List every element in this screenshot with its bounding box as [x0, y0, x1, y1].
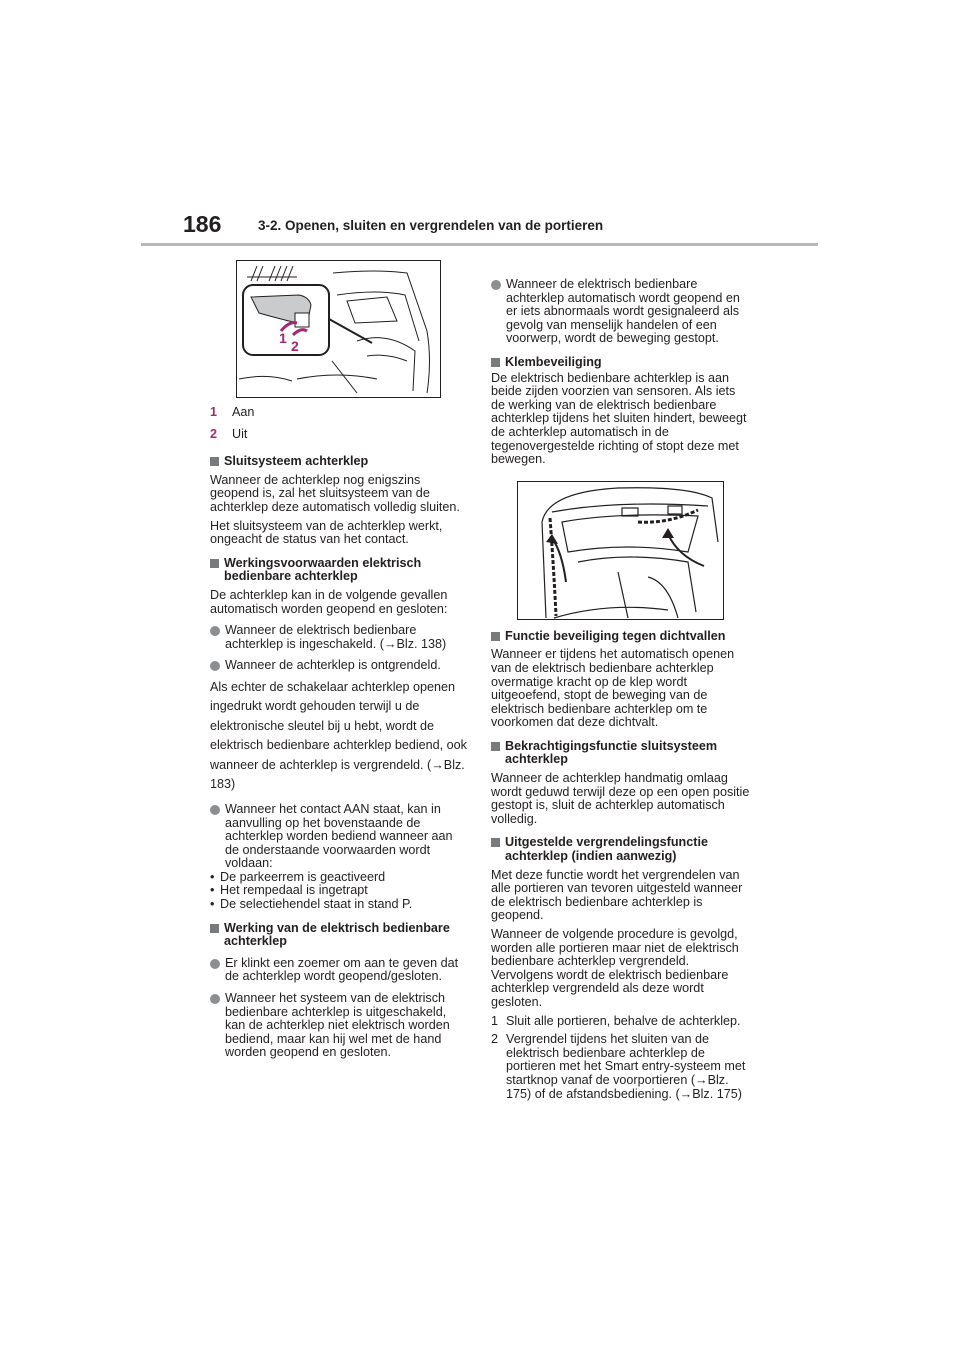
tailgate-sensors-drawing: [518, 482, 723, 619]
sub-bullet-item: • Het rempedaal is ingetrapt: [210, 883, 368, 898]
legend-item-2: [210, 428, 468, 442]
paragraph: Wanneer de achterklep handmatig omlaag wordt geduwd terwijl deze op een open positie gestopt is, sluit de achterklep automatisch volledig.: [491, 771, 750, 826]
page-number: 186: [183, 211, 222, 237]
bullet-item: Er klinkt een zoemer om aan te geven dat de achterklep wordt geopend/gesloten.: [210, 957, 468, 984]
square-bullet-icon: [491, 358, 500, 367]
circle-bullet-icon: [210, 959, 220, 969]
section-heading: Werking van de elektrisch bedienbare achterklep: [210, 922, 468, 949]
step-text: Sluit alle portieren, behalve de achterklep.: [506, 1013, 741, 1028]
legend-item-1: [210, 406, 468, 420]
square-bullet-icon: [210, 559, 219, 568]
step-item-1: [491, 1015, 751, 1029]
step-number: 2: [491, 1032, 499, 1047]
tailgate-switch-illustration: [236, 260, 441, 398]
square-bullet-icon: [210, 924, 219, 933]
paragraph: Als echter de schakelaar achterklep openen ingedrukt wordt gehouden terwijl u de elektronische sleutel bij u hebt, wordt de elektrisch bedienbare achterklep bediend, ook wanneer de achterklep is vergrendeld. (→Blz. 183): [210, 679, 467, 792]
paragraph: Met deze functie wordt het vergrendelen van alle portieren van tevoren uitgesteld wanneer de elektrisch bedienbare achterklep is geopend.: [491, 867, 743, 923]
paragraph: Wanneer de volgende procedure is gevolgd, worden alle portieren maar niet de elektrisch bedienbare achterklep vergrendeld. Vervolgens wordt de elektrisch bedienbare achterklep vergrendeld als deze wordt gesloten.: [491, 927, 739, 1009]
section-heading: Klembeveiliging: [491, 356, 751, 370]
square-bullet-icon: [491, 632, 500, 641]
paragraph: Het sluitsysteem van de achterklep werkt, ongeacht de status van het contact.: [210, 518, 443, 547]
callout-2: 2: [291, 338, 299, 354]
bullet-item: Wanneer de achterklep is ontgrendeld.: [210, 659, 468, 673]
circle-bullet-icon: [210, 994, 220, 1004]
section-heading: Werkingsvoorwaarden elektrisch bedienbare achterklep: [210, 557, 468, 584]
legend-number: 2: [210, 426, 218, 441]
section-heading: Functie beveiliging tegen dichtvallen: [491, 630, 751, 644]
tailgate-sensors-illustration: [517, 481, 724, 620]
paragraph: Wanneer de achterklep nog enigszins geopend is, zal het sluitsysteem van de achterklep deze automatisch volledig sluiten.: [210, 472, 460, 514]
bullet-item: Wanneer het contact AAN staat, kan in aanvulling op het bovenstaande de achterklep worden bediend wanneer aan de onderstaande voorwaarden wordt voldaan:: [210, 803, 468, 871]
left-column: [210, 260, 468, 1060]
sub-bullet-item: • De parkeerrem is geactiveerd: [210, 869, 386, 884]
square-bullet-icon: [491, 742, 500, 751]
bullet-item: Wanneer het systeem van de elektrisch bedienbare achterklep is uitgeschakeld, kan de achterklep niet elektrisch worden bediend, maar kan hij wel met de hand worden geopend en gesloten.: [210, 992, 468, 1060]
step-text: Vergrendel tijdens het sluiten van de elektrisch bedienbare achterklep de portieren met het Smart entry-systeem met startknop vanaf de voorportieren (→Blz. 175) of de afstandsbediening. (→Blz. 175): [506, 1032, 746, 1101]
header-divider: [141, 243, 818, 246]
section-heading: Uitgestelde vergrendelingsfunctie achterklep (indien aanwezig): [491, 836, 751, 863]
right-column: [491, 278, 751, 1101]
circle-bullet-icon: [210, 626, 220, 636]
legend-number: 1: [210, 405, 218, 419]
chapter-title: 3-2. Openen, sluiten en vergrendelen van de portieren: [258, 218, 604, 233]
sub-bullet-item: • De selectiehendel staat in stand P.: [210, 897, 413, 912]
section-heading: Sluitsysteem achterklep: [210, 455, 468, 469]
square-bullet-icon: [491, 838, 500, 847]
circle-bullet-icon: [210, 661, 220, 671]
circle-bullet-icon: [210, 805, 220, 815]
legend-label: Aan: [232, 405, 255, 419]
step-number: 1: [491, 1013, 499, 1028]
paragraph: De achterklep kan in de volgende gevallen automatisch worden geopend en gesloten:: [210, 587, 448, 616]
bullet-item: Wanneer de elektrisch bedienbare achterklep automatisch wordt geopend en er iets abnormaals wordt gesignaleerd als gevolg van menselijk handelen of een voorwerp, wordt de beweging gestopt.: [491, 278, 751, 346]
section-heading: Bekrachtigingsfunctie sluitsysteem achterklep: [491, 740, 751, 767]
step-item-2: [491, 1033, 751, 1101]
bullet-item: Wanneer de elektrisch bedienbare achterklep is ingeschakeld. (→Blz. 138): [210, 624, 468, 651]
tailgate-switch-drawing: [237, 261, 440, 397]
circle-bullet-icon: [491, 280, 501, 290]
legend-label: Uit: [232, 426, 248, 441]
paragraph: De elektrisch bedienbare achterklep is aan beide zijden voorzien van sensoren. Als iets de werking van de elektrisch bedienbare achterklep tijdens het sluiten hindert, beweegt de achterklep automatisch in de tegenovergestelde richting of stopt deze met bewegen.: [491, 370, 747, 467]
callout-1: 1: [279, 330, 287, 346]
square-bullet-icon: [210, 457, 219, 466]
paragraph: Wanneer er tijdens het automatisch openen van de elektrisch bedienbare achterklep overmatige kracht op de klep wordt uitgeoefend, stopt de beweging van de elektrisch bedienbare achterklep om te voorkomen dat deze dichtvalt.: [491, 647, 735, 730]
